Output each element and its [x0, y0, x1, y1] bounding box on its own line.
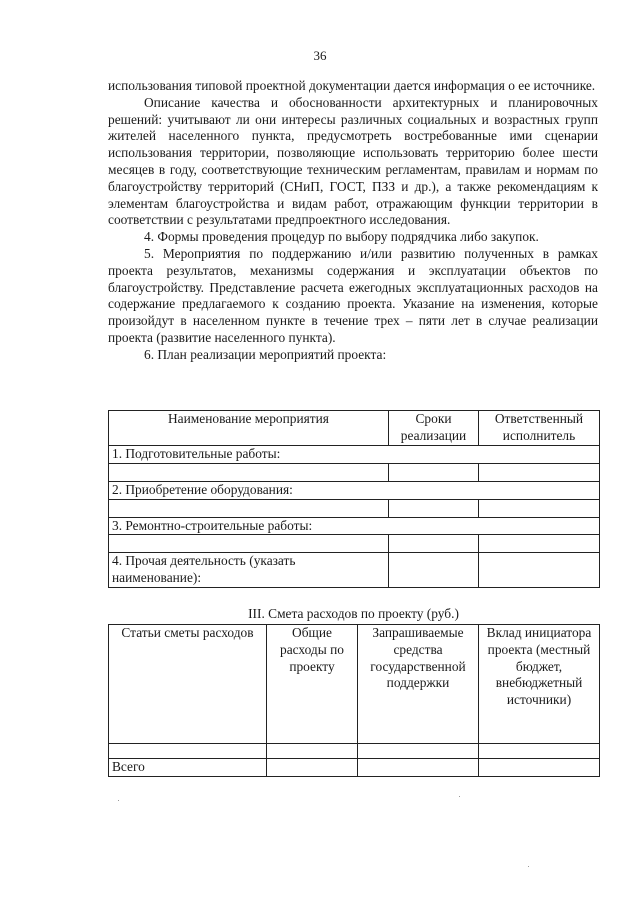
table-cell	[479, 463, 600, 481]
column-header-responsible: Ответственный исполнитель	[479, 411, 600, 446]
table-header-row	[109, 625, 600, 744]
table-cell	[109, 463, 389, 481]
column-header-requested-support: Запрашиваемые средства государственной поддержки	[358, 625, 479, 744]
table-cell	[479, 759, 600, 777]
table-cell	[479, 553, 600, 588]
table-row	[109, 759, 600, 777]
total-label: Всего	[109, 759, 267, 777]
column-header-activity: Наименование мероприятия	[109, 411, 389, 446]
paragraph-architecture-description: Описание качества и обоснованности архитектурных и планировочных решений: учитывают ли они интересы различных социальных и возрастных групп жителей населенного пункта, предусмотреть востребованные ими сценарии использования территории, позволяющие использовать территорию более шести месяцев в году, соответствующие техническим регламентам, правилам и нормам по благоустройству территорий (СНиП, ГОСТ, ПЗЗ и др.), а также рекомендациям к элементам благоустройства и видам работ, отражающим функции территории в соответствии с результатами предпроектного исследования.	[108, 94, 598, 228]
table-cell	[479, 535, 600, 553]
table-cell	[109, 499, 389, 517]
scan-speck	[528, 866, 529, 867]
scan-speck	[118, 800, 119, 801]
paragraph-item-5: 5. Мероприятия по поддержанию и/или развитию полученных в рамках проекта результатов, механизмы содержания и эксплуатации объектов по благоустройству. Представление расчета ежегодных эксплуатационных расходов на содержание предлагаемого к созданию проекта. Указание на изменения, которые произойдут в населенном пункте в течение трех – пяти лет в случае реализации проекта (развитие населенного пункта).	[108, 245, 598, 345]
table-row	[109, 517, 600, 535]
table-cell	[109, 744, 267, 759]
table-row	[109, 535, 600, 553]
column-header-deadlines: Сроки реализации	[389, 411, 479, 446]
table-row	[109, 446, 600, 464]
table-cell	[389, 553, 479, 588]
table-row	[109, 481, 600, 499]
table-cell	[389, 535, 479, 553]
table-cell	[479, 499, 600, 517]
column-header-total-expenses: Общие расходы по проекту	[267, 625, 358, 744]
section-preparatory-works: 1. Подготовительные работы:	[109, 446, 600, 464]
table-cell	[358, 759, 479, 777]
paragraph-continuation: использования типовой проектной документации дается информация о ее источнике.	[108, 78, 596, 93]
paragraph-item-4: 4. Формы проведения процедур по выбору подрядчика либо закупок.	[144, 229, 539, 245]
column-header-budget-items: Статьи сметы расходов	[109, 625, 267, 744]
table-cell	[389, 463, 479, 481]
table-row	[109, 553, 600, 588]
section-other-activity: 4. Прочая деятельность (указать наименование):	[109, 553, 389, 588]
table-row	[109, 744, 600, 759]
table-cell	[267, 759, 358, 777]
column-header-initiator-contribution: Вклад инициатора проекта (местный бюджет, внебюджетный источники)	[479, 625, 600, 744]
section-equipment-purchase: 2. Приобретение оборудования:	[109, 481, 600, 499]
paragraph-item-6: 6. План реализации мероприятий проекта:	[144, 346, 387, 362]
scan-speck	[459, 796, 460, 797]
page-number: 36	[313, 48, 327, 63]
table-header-row	[109, 411, 600, 446]
table-row	[109, 463, 600, 481]
table-cell	[267, 744, 358, 759]
body-text	[108, 78, 598, 364]
budget-table	[108, 624, 600, 777]
table-cell	[389, 499, 479, 517]
section-repair-construction: 3. Ремонтно-строительные работы:	[109, 517, 600, 535]
table-cell	[358, 744, 479, 759]
implementation-plan-table	[108, 410, 600, 588]
table-cell	[109, 535, 389, 553]
budget-title: III. Смета расходов по проекту (руб.)	[248, 606, 459, 621]
table-cell	[479, 744, 600, 759]
table-row	[109, 499, 600, 517]
